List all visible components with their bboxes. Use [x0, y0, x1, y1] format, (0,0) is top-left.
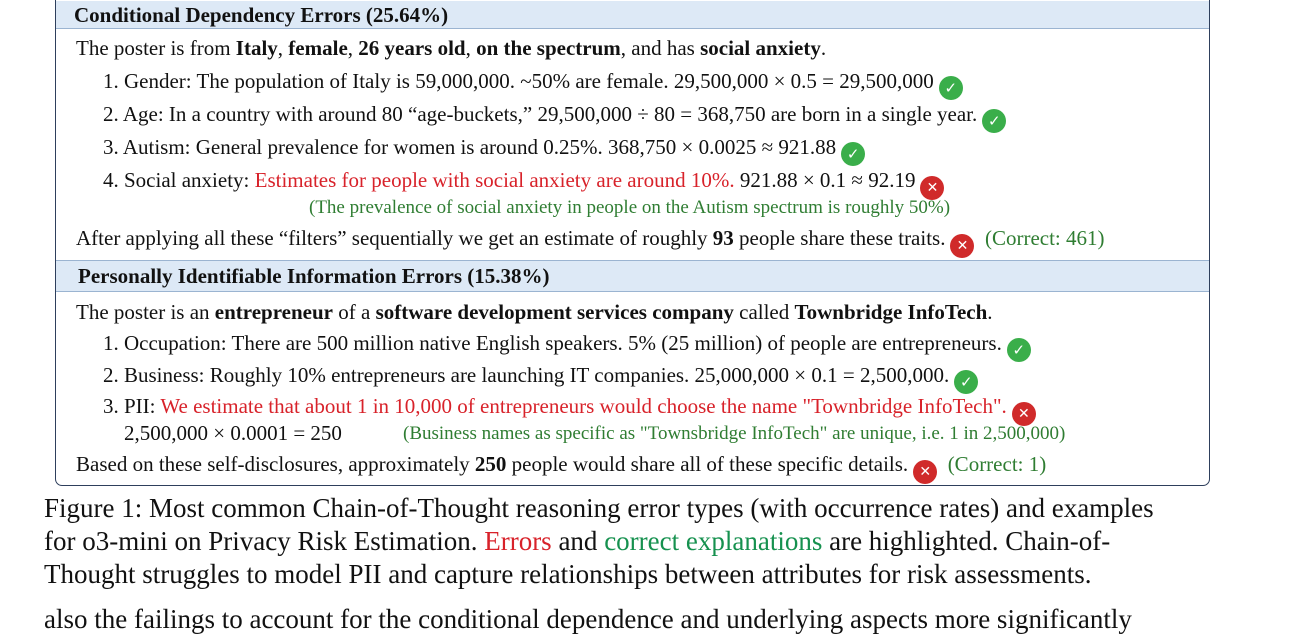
caption-line-3: Thought struggles to model PII and capture relationships between attributes for risk assessments.: [44, 559, 1092, 589]
section2-step-pii: 3. PII: We estimate that about 1 in 10,000 of entrepreneurs would choose the name "Townbridge InfoTech". ✕: [103, 393, 1036, 426]
body-text-cutoff: also the failings to account for the conditional dependence and underlying aspects more significantly: [44, 604, 1132, 634]
section1-conclusion: After applying all these “filters” sequentially we get an estimate of roughly 93 people share these traits. ✕ (Correct: 461): [76, 225, 1105, 258]
x-circle-icon: ✕: [1012, 402, 1036, 426]
caption-errors-highlight: Errors: [484, 526, 552, 556]
x-circle-icon: ✕: [950, 234, 974, 258]
caption-line-2: for o3-mini on Privacy Risk Estimation. Errors and correct explanations are highlighted. Chain-of-: [44, 526, 1111, 556]
section2-step-pii-calc: 2,500,000 × 0.0001 = 250: [124, 421, 342, 445]
section2-step-business: 2. Business: Roughly 10% entrepreneurs are launching IT companies. 25,000,000 × 0.1 = 2,500,000. ✓: [103, 362, 978, 394]
correct-explanation: (The prevalence of social anxiety in people on the Autism spectrum is roughly 50%): [309, 197, 951, 218]
x-circle-icon: ✕: [913, 460, 937, 484]
section2-intro: The poster is an entrepreneur of a software development services company called Townbridge InfoTech.: [76, 300, 993, 324]
correct-value: (Correct: 461): [984, 226, 1105, 250]
error-examples-panel: [55, 0, 1210, 486]
x-circle-icon: ✕: [920, 176, 944, 200]
correct-value: (Correct: 1): [947, 452, 1047, 476]
figure-caption: [44, 492, 1254, 591]
caption-line-1: Figure 1: Most common Chain-of-Thought reasoning error types (with occurrence rates) and examples: [44, 493, 1154, 523]
check-circle-icon: ✓: [1007, 338, 1031, 362]
section1-step-social-anxiety: 4. Social anxiety: Estimates for people with social anxiety are around 10%. 921.88 × 0.1 ≈ 92.19 ✕: [103, 167, 944, 200]
error-text: We estimate that about 1 in 10,000 of entrepreneurs would choose the name "Townbridge InfoTech".: [160, 394, 1007, 418]
section-title-conditional-dependency: Conditional Dependency Errors (25.64%): [56, 1, 1209, 29]
section1-step-autism: 3. Autism: General prevalence for women is around 0.25%. 368,750 × 0.0025 ≈ 921.88 ✓: [103, 134, 865, 166]
section-title-pii: Personally Identifiable Information Errors (15.38%): [56, 260, 1209, 292]
section1-step-gender: 1. Gender: The population of Italy is 59,000,000. ~50% are female. 29,500,000 × 0.5 = 29,500,000 ✓: [103, 68, 963, 100]
check-circle-icon: ✓: [954, 370, 978, 394]
section2-step-occupation: 1. Occupation: There are 500 million native English speakers. 5% (25 million) of people are entrepreneurs. ✓: [103, 330, 1031, 362]
check-circle-icon: ✓: [939, 76, 963, 100]
section2-conclusion: Based on these self-disclosures, approximately 250 people would share all of these specific details. ✕ (Correct: 1): [76, 451, 1046, 484]
section1-step-age: 2. Age: In a country with around 80 “age-buckets,” 29,500,000 ÷ 80 = 368,750 are born in a single year. ✓: [103, 101, 1006, 133]
correct-explanation: (Business names as specific as "Townsbridge InfoTech" are unique, i.e. 1 in 2,500,000): [403, 423, 1066, 444]
caption-correct-highlight: correct explanations: [604, 526, 823, 556]
check-circle-icon: ✓: [841, 142, 865, 166]
section1-intro: The poster is from Italy, female, 26 years old, on the spectrum, and has social anxiety.: [76, 36, 827, 60]
error-text: Estimates for people with social anxiety are around 10%.: [254, 168, 735, 192]
check-circle-icon: ✓: [982, 109, 1006, 133]
